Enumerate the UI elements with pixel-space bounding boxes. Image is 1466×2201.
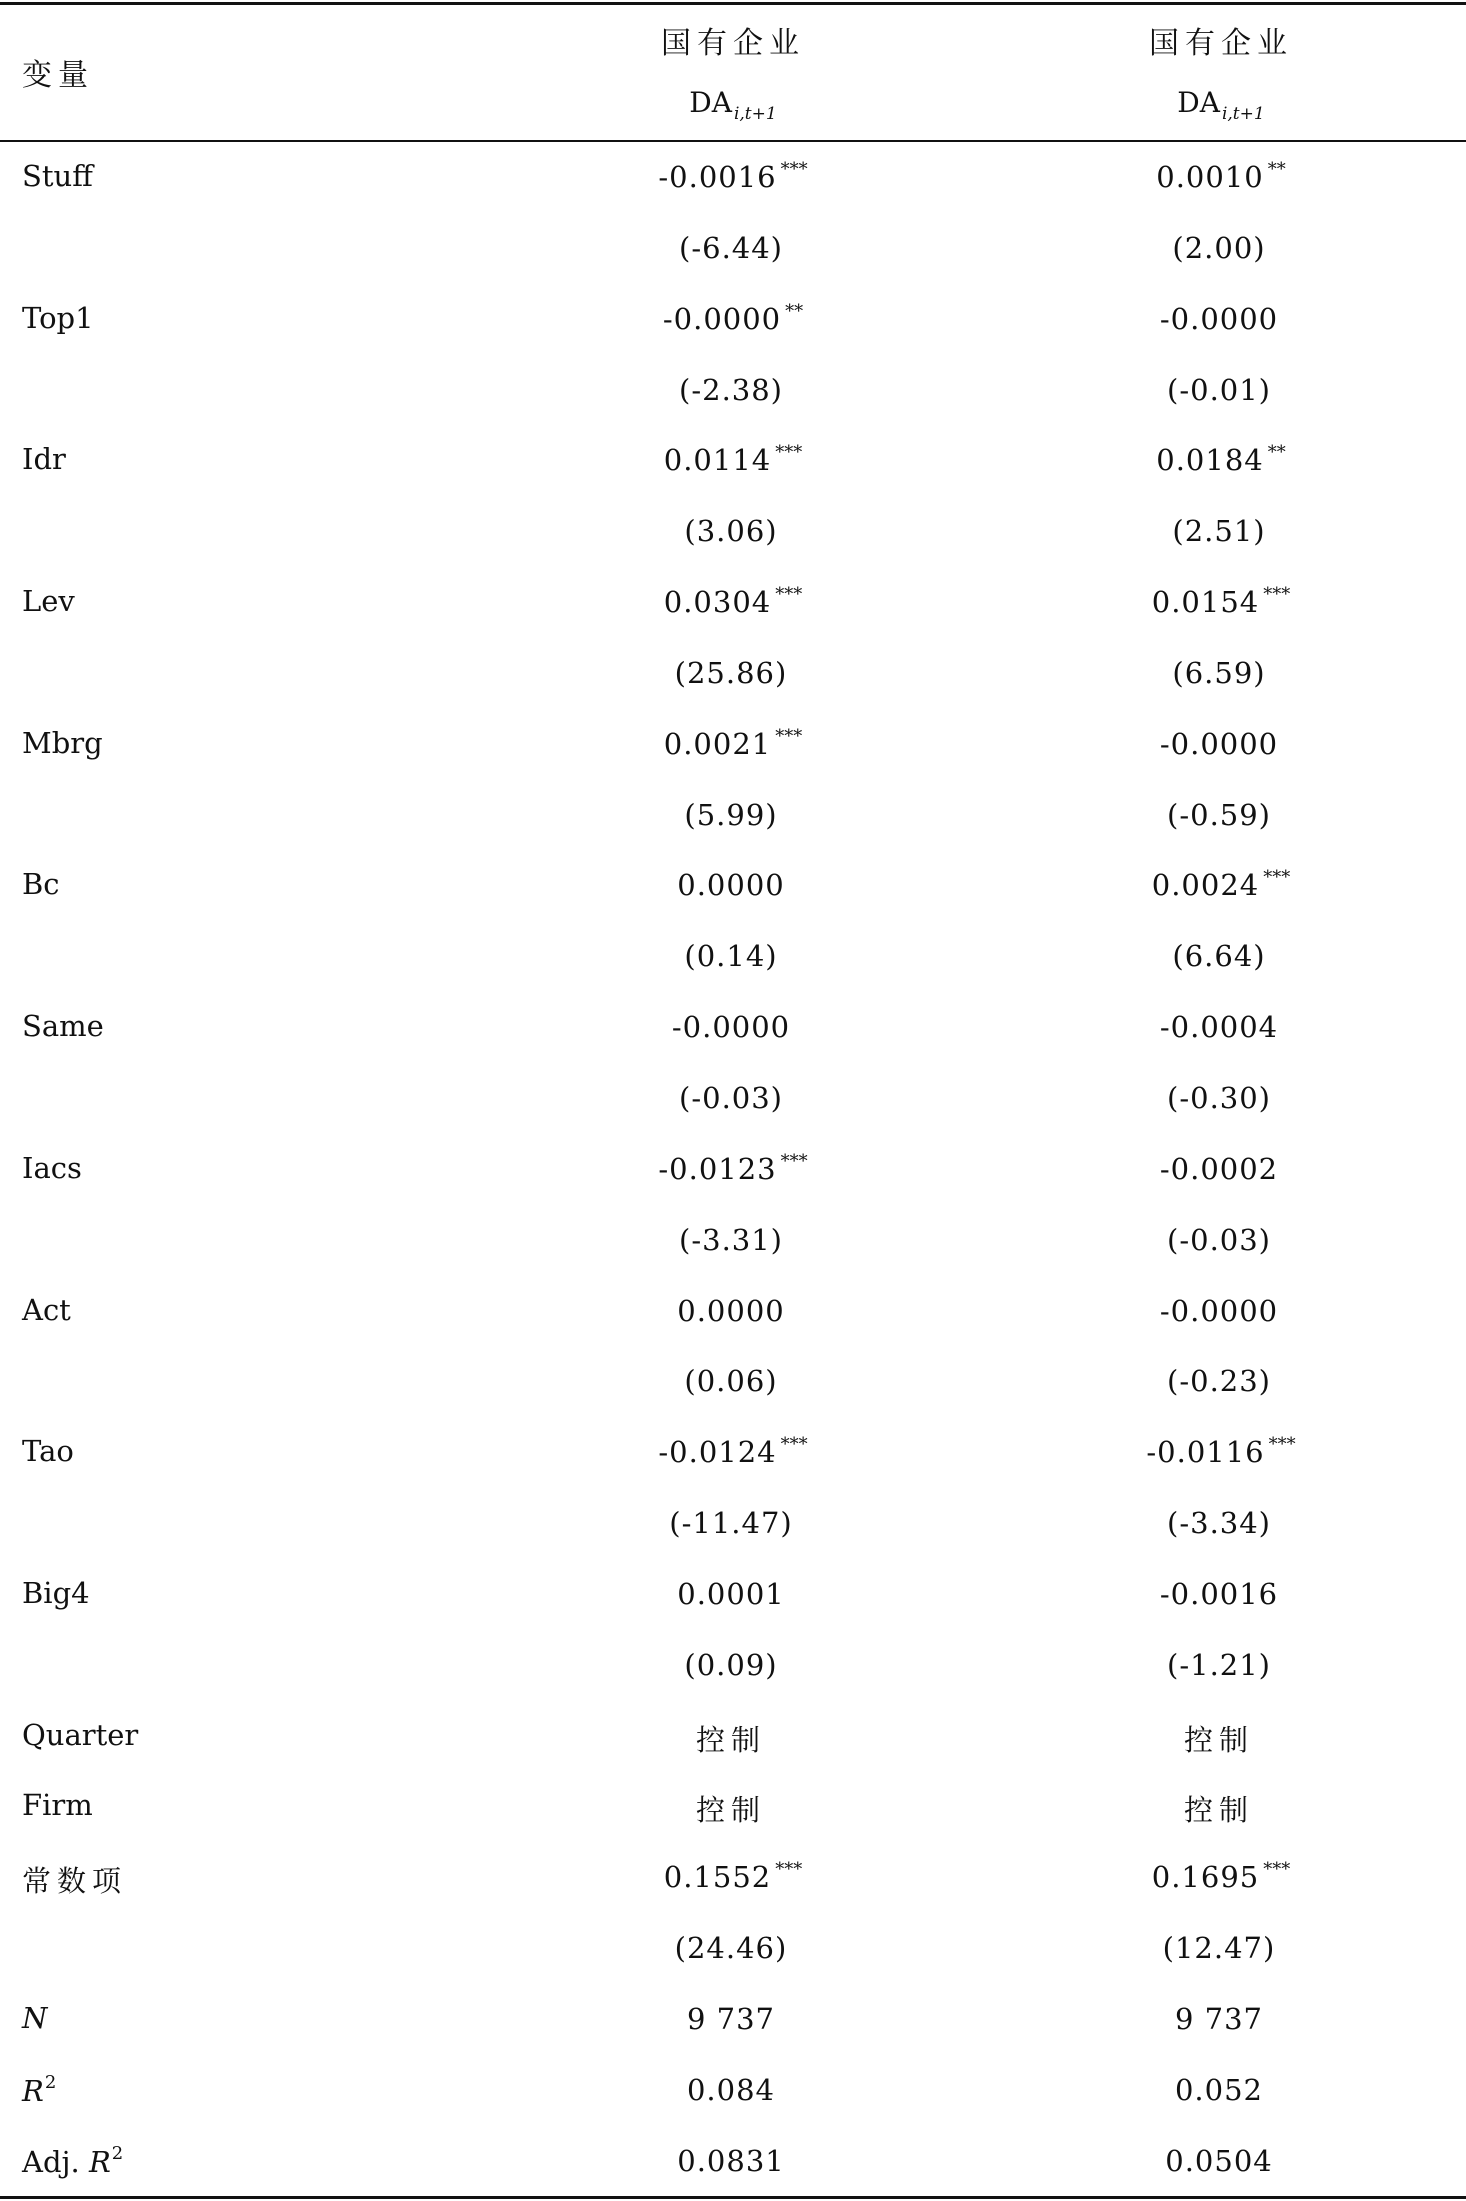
cell-value: (6.64) — [1172, 939, 1266, 974]
header-variable-label: 变量 — [22, 58, 94, 93]
table-row — [0, 1134, 1466, 1205]
significance-stars: *** — [780, 1434, 808, 1456]
cell-col2 — [1071, 1222, 1371, 1257]
cell-value: 0.1695 — [1151, 1860, 1260, 1895]
cell-col1 — [583, 1859, 883, 1894]
row-label-text: Stuff — [22, 159, 93, 193]
depvar-name: DA — [689, 86, 732, 119]
cell-value: (12.47) — [1162, 1931, 1276, 1966]
table-row — [0, 1913, 1466, 1984]
cell-col1 — [583, 2001, 883, 2036]
significance-stars: *** — [780, 1150, 808, 1172]
cell-value: -0.0000 — [1159, 301, 1279, 336]
row-label — [22, 2001, 47, 2035]
table-row — [0, 1630, 1466, 1701]
cell-value: 9 737 — [1174, 2001, 1264, 2036]
table-row — [0, 425, 1466, 496]
cell-value: -0.0123 — [658, 1151, 777, 1186]
table-row — [0, 1205, 1466, 1276]
row-label — [22, 1151, 82, 1185]
significance-stars: *** — [1263, 584, 1291, 606]
cell-col1 — [583, 1505, 883, 1540]
table-row — [0, 2055, 1466, 2126]
table-row — [0, 921, 1466, 992]
significance-stars: *** — [775, 725, 803, 747]
row-label-text: Lev — [22, 584, 75, 619]
cell-col1 — [583, 2072, 883, 2107]
depvar-name: DA — [1177, 86, 1220, 119]
row-label — [22, 1293, 71, 1327]
cell-col1 — [583, 938, 883, 973]
table-row — [0, 1842, 1466, 1913]
cell-col1 — [583, 1293, 883, 1328]
cell-value: (-3.34) — [1167, 1506, 1271, 1541]
cell-col1 — [583, 1222, 883, 1257]
cell-value: 9 737 — [686, 2001, 776, 2036]
cell-col1 — [583, 1930, 883, 1965]
table-row — [0, 992, 1466, 1063]
cell-value: 0.0001 — [677, 1576, 785, 1611]
row-label-text: Mbrg — [22, 725, 103, 760]
cell-value: -0.0116 — [1146, 1435, 1265, 1470]
cell-col2 — [1071, 2072, 1371, 2107]
row-label — [22, 584, 75, 618]
cell-value: (-0.30) — [1167, 1080, 1271, 1115]
row-label-superscript: 2 — [111, 2142, 124, 2164]
table-row — [0, 1346, 1466, 1417]
cell-col1 — [583, 1576, 883, 1611]
cell-value: -0.0004 — [1159, 1010, 1279, 1045]
cell-col2 — [1071, 1576, 1371, 1611]
row-label — [22, 1009, 104, 1043]
cell-value: (2.00) — [1172, 230, 1266, 265]
row-label — [22, 301, 94, 335]
cell-value: (-1.21) — [1167, 1647, 1271, 1682]
cell-col2 — [1071, 230, 1371, 265]
cell-col2 — [1071, 1080, 1371, 1115]
cell-col2 — [1071, 726, 1371, 761]
row-label-text: Top1 — [22, 300, 94, 335]
cell-col2 — [1071, 1363, 1371, 1398]
cell-value: (-11.47) — [669, 1506, 793, 1541]
cell-value: -0.0002 — [1159, 1151, 1279, 1186]
cell-col1 — [583, 867, 883, 902]
cell-col1 — [583, 1009, 883, 1044]
cell-col1 — [583, 1647, 883, 1682]
header-depvar-col1 — [583, 86, 883, 124]
significance-stars: ** — [785, 300, 804, 322]
cell-value: -0.0016 — [1159, 1576, 1279, 1611]
header-depvar-col2 — [1071, 86, 1371, 124]
cell-value: 0.0000 — [677, 1293, 785, 1328]
cell-col1 — [583, 442, 883, 477]
table-row — [0, 1559, 1466, 1630]
cell-col2 — [1071, 159, 1371, 194]
row-label-text: Quarter — [22, 1717, 139, 1752]
cell-value: (-6.44) — [679, 230, 783, 265]
cell-col1 — [583, 301, 883, 336]
table-row — [0, 709, 1466, 780]
cell-value: 0.0024 — [1151, 868, 1260, 903]
cell-value: 0.0154 — [1151, 585, 1260, 620]
cell-value: (-0.23) — [1167, 1364, 1271, 1399]
table-row — [0, 213, 1466, 284]
significance-stars: *** — [1268, 1434, 1296, 1456]
cell-col2 — [1071, 584, 1371, 619]
cell-col1 — [583, 513, 883, 548]
cell-col1 — [583, 797, 883, 832]
cell-value: 0.0021 — [663, 726, 772, 761]
cell-value: 0.0504 — [1165, 2143, 1273, 2178]
table-row — [0, 638, 1466, 709]
cell-col1 — [583, 655, 883, 690]
cell-value: -0.0124 — [658, 1435, 777, 1470]
table-row — [0, 2126, 1466, 2197]
table-body — [0, 142, 1466, 2196]
significance-stars: *** — [1263, 867, 1291, 889]
row-label-text: Bc — [22, 867, 60, 902]
table-row — [0, 567, 1466, 638]
row-label — [22, 1718, 138, 1752]
cell-value: (6.59) — [1172, 655, 1266, 690]
cell-value: -0.0000 — [1159, 1293, 1279, 1328]
row-label-superscript: 2 — [44, 2071, 57, 2093]
cell-value: 0.052 — [1174, 2072, 1264, 2107]
row-label-text: N — [22, 2000, 48, 2035]
cell-col2 — [1071, 2001, 1371, 2036]
cell-value: (3.06) — [684, 514, 778, 549]
cell-value: (2.51) — [1172, 514, 1266, 549]
row-label — [22, 867, 60, 901]
table-row — [0, 1417, 1466, 1488]
row-label — [22, 442, 66, 476]
table-row — [0, 142, 1466, 213]
table-row — [0, 284, 1466, 355]
cell-value: (0.09) — [684, 1647, 778, 1682]
cell-col1 — [583, 1151, 883, 1186]
cell-col1 — [583, 1434, 883, 1469]
cell-value: (-0.03) — [679, 1080, 783, 1115]
cell-value: 0.0831 — [677, 2143, 785, 2178]
row-label-text: Tao — [22, 1434, 74, 1469]
row-label-text: Firm — [22, 1788, 93, 1823]
table-bottom-rule — [0, 2196, 1466, 2199]
cell-value: (25.86) — [674, 655, 788, 690]
cell-value: (24.46) — [674, 1931, 788, 1966]
cell-col1 — [583, 372, 883, 407]
cell-value: (-3.31) — [679, 1222, 783, 1257]
row-label-text: Big4 — [22, 1575, 90, 1610]
cell-col2 — [1071, 1930, 1371, 1965]
table-row — [0, 780, 1466, 851]
cell-col1 — [583, 1718, 883, 1759]
cell-value: (-2.38) — [679, 372, 783, 407]
cell-value: 0.0304 — [663, 585, 772, 620]
cell-value: 控制 — [695, 1722, 766, 1757]
cell-value: -0.0000 — [1159, 726, 1279, 761]
row-label — [22, 159, 93, 193]
cell-col2 — [1071, 1859, 1371, 1894]
cell-col2 — [1071, 1293, 1371, 1328]
row-label-text: Iacs — [22, 1150, 82, 1185]
cell-col1 — [583, 584, 883, 619]
row-label — [22, 1788, 93, 1822]
header-group-col2: 国有企业 — [1149, 26, 1293, 61]
row-label-text: Idr — [22, 442, 66, 477]
cell-col2 — [1071, 301, 1371, 336]
row-label-text: 常数项 — [22, 1864, 128, 1899]
significance-stars: ** — [1267, 159, 1286, 180]
cell-value: -0.0000 — [671, 1010, 791, 1045]
cell-col2 — [1071, 1718, 1371, 1759]
cell-col1 — [583, 1080, 883, 1115]
row-label — [22, 1434, 74, 1468]
table-row — [0, 355, 1466, 426]
significance-stars: *** — [780, 159, 808, 180]
cell-value: (5.99) — [684, 797, 778, 832]
cell-col1 — [583, 159, 883, 194]
cell-col2 — [1071, 513, 1371, 548]
cell-col1 — [583, 726, 883, 761]
cell-col2 — [1071, 1647, 1371, 1682]
table-row — [0, 1488, 1466, 1559]
cell-col2 — [1071, 2143, 1371, 2178]
cell-value: 控制 — [1183, 1793, 1254, 1828]
cell-col2 — [1071, 1151, 1371, 1186]
table-row — [0, 1984, 1466, 2055]
cell-value: (0.14) — [684, 939, 778, 974]
cell-value: 0.0010 — [1156, 160, 1264, 194]
cell-value: (-0.59) — [1167, 797, 1271, 832]
cell-value: -0.0016 — [658, 160, 777, 194]
row-label — [22, 726, 103, 760]
row-label — [22, 1576, 90, 1610]
cell-value: 0.0114 — [663, 443, 772, 478]
cell-col2 — [1071, 1505, 1371, 1540]
cell-value: (-0.03) — [1167, 1222, 1271, 1257]
significance-stars: *** — [775, 1859, 803, 1881]
cell-col2 — [1071, 938, 1371, 973]
table-top-rule — [0, 2, 1466, 5]
row-label-text: Adj. — [22, 2144, 89, 2179]
cell-col2 — [1071, 655, 1371, 690]
header-group-col1: 国有企业 — [661, 26, 805, 61]
table-row — [0, 1276, 1466, 1347]
cell-value: -0.0000 — [662, 301, 782, 336]
cell-value: 0.1552 — [663, 1860, 772, 1895]
table-row — [0, 1063, 1466, 1134]
row-label — [22, 1859, 127, 1900]
depvar-subscript: i,t+1 — [1221, 104, 1265, 124]
cell-col2 — [1071, 1788, 1371, 1829]
row-label-italic: R — [88, 2144, 111, 2179]
cell-value: (-0.01) — [1167, 372, 1271, 407]
row-label-text: Same — [22, 1009, 104, 1044]
cell-value: 控制 — [1183, 1722, 1254, 1757]
row-label — [22, 2072, 56, 2108]
cell-col1 — [583, 1788, 883, 1829]
significance-stars: *** — [775, 584, 803, 606]
row-label-text: Act — [22, 1292, 71, 1327]
depvar-subscript: i,t+1 — [733, 104, 777, 124]
significance-stars: *** — [775, 442, 803, 464]
cell-col2 — [1071, 1009, 1371, 1044]
table-row — [0, 496, 1466, 567]
row-label — [22, 2143, 123, 2179]
table-row — [0, 1701, 1466, 1772]
cell-col1 — [583, 230, 883, 265]
significance-stars: *** — [1263, 1859, 1291, 1881]
cell-col2 — [1071, 1434, 1371, 1469]
row-label-text: R — [22, 2073, 44, 2108]
cell-col2 — [1071, 442, 1371, 477]
cell-col1 — [583, 2143, 883, 2178]
significance-stars: ** — [1267, 442, 1286, 464]
cell-value: 0.0184 — [1156, 443, 1264, 478]
cell-col2 — [1071, 372, 1371, 407]
cell-value: 0.0000 — [677, 868, 785, 903]
cell-col2 — [1071, 797, 1371, 832]
cell-value: 0.084 — [686, 2072, 776, 2107]
table-row — [0, 1771, 1466, 1842]
cell-col1 — [583, 1363, 883, 1398]
table-row — [0, 850, 1466, 921]
cell-value: (0.06) — [684, 1364, 778, 1399]
cell-value: 控制 — [695, 1793, 766, 1828]
cell-col2 — [1071, 867, 1371, 902]
